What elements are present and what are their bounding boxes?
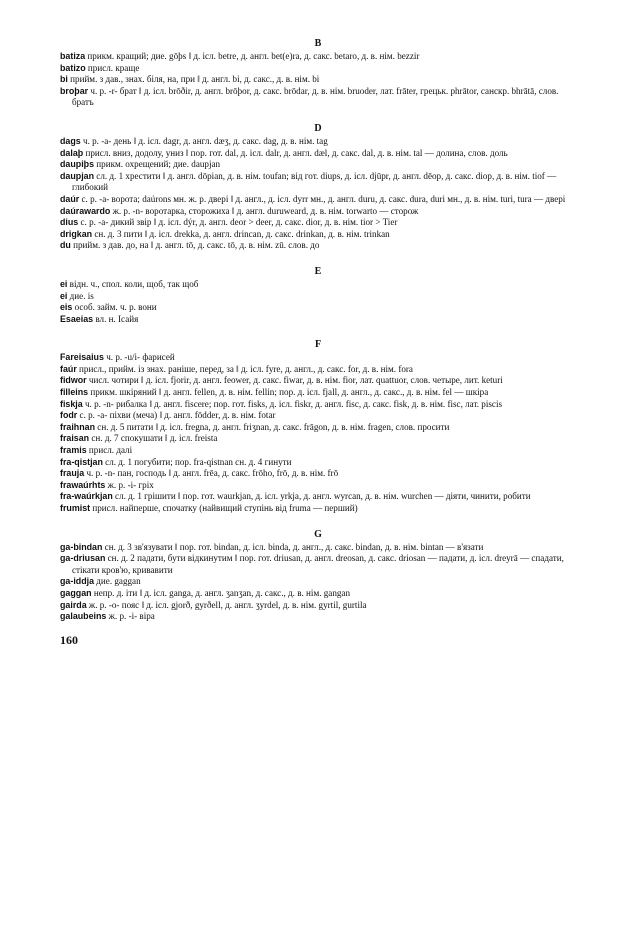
definition: сн. д. 3 пити ‖ д. ісл. drekka, д. англ. drincan, д. сакс. drinkan, д. в. нім. trinkan: [92, 228, 390, 239]
dictionary-entry: [60, 194, 576, 206]
dictionary-entry: [60, 611, 576, 623]
dictionary-entry: [60, 159, 576, 171]
headword: frauja: [60, 468, 85, 479]
dictionary-entry: [60, 302, 576, 314]
headword: fra-waúrkjan: [60, 491, 113, 502]
definition: ч. р. -n- рибалка ‖ д. англ. fiscere; пор. гот. fisks, д. ісл. fiskr, д. англ. fisc, д. сакс. fisk, д. в. нім. fisc, лат. piscis: [82, 398, 503, 409]
definition: ч. р. -r- брат ‖ д. ісл. brōðir, д. англ. brōþor, д. сакс. brōdar, д. в. нім. bruoder, лат. frāter, грецьк. phrātor, санскр. bhrātā, слов. братъ: [72, 85, 559, 108]
definition: непр. д. іти ‖ д. ісл. ganga, д. англ. ʒanʒan, д. сакс., д. в. нім. gangan: [91, 587, 351, 598]
section-d: [60, 121, 576, 252]
headword: filleins: [60, 387, 89, 398]
dictionary-entry: [60, 74, 576, 86]
headword: framis: [60, 445, 87, 456]
headword: daúrawardo: [60, 205, 111, 216]
headword: faúr: [60, 363, 77, 374]
headword: eis: [60, 302, 73, 313]
definition: сн. д. 3 зв'язувати ‖ пор. гот. bindan, д. ісл. binda, д. англ., д. сакс. bindan, д. в. нім. bintan — в'язати: [102, 541, 484, 552]
headword: Esaeias: [60, 313, 94, 324]
headword: ga-bindan: [60, 541, 103, 552]
dictionary-entry: [60, 503, 576, 515]
definition: сл. д. 1 грішити ‖ пор. гот. waurkjan, д. ісл. yrkja, д. англ. wyrcan, д. в. нім. wurchen — діяти, чинити, робити: [112, 491, 531, 502]
dictionary-entry: [60, 399, 576, 411]
definition: дие. is: [67, 290, 94, 301]
definition: присл., прийм. із знах. раніше, перед, за ‖ д. ісл. fyre, д. англ., д. сакс. for, д. в. нім. fora: [76, 363, 413, 374]
definition: вл. н. Ісайя: [93, 313, 139, 324]
definition: ч. р. -u/i- фарисей: [103, 352, 175, 363]
headword: batiza: [60, 51, 86, 61]
dictionary-entry: [60, 217, 576, 229]
definition: с. р. -a- дикий звір ‖ д. ісл. dýr, д. англ. deor > deer, д. сакс. dior, д. в. нім. tior > Tier: [78, 217, 398, 228]
section-f: [60, 337, 576, 514]
headword: fraihnan: [60, 421, 96, 432]
definition: присл. краще: [85, 62, 140, 73]
headword: fodr: [60, 410, 78, 421]
dictionary-entry: [60, 576, 576, 588]
dictionary-entry: [60, 480, 576, 492]
dictionary-entry: [60, 279, 576, 291]
section-g: [60, 527, 576, 623]
definition: присл. вниз, додолу, униз ‖ пор. гот. dal, д. ісл. dalr, д. англ. dæl, д. сакс. dal, д. в. нім. tal — долина, слов. доль: [83, 147, 508, 158]
headword: broþar: [60, 85, 89, 96]
page-number: 160: [60, 632, 78, 647]
dictionary-entry: [60, 457, 576, 469]
headword: Fareisaius: [60, 352, 104, 363]
definition: ж. р. -i- гріх: [105, 479, 154, 490]
headword: gaggan: [60, 587, 92, 598]
dictionary-entry: [60, 445, 576, 457]
headword: fiskja: [60, 398, 83, 409]
headword: dius: [60, 217, 79, 228]
dictionary-entry: [60, 491, 576, 503]
definition: дие. gaggan: [94, 576, 141, 587]
definition: с. р. -a- ворота; daúrons мн. ж. р. двері ‖ д. англ., д. ісл. dyrr мн., д. англ. duru, д. сакс. dura, duri мн., д. в. нім. turi, tura — двері: [79, 193, 566, 204]
definition: ж. р. -n- воротарка, сторожиха ‖ д. англ. duruweard, д. в. нім. torwarto — сторож: [110, 205, 419, 216]
definition: особ. займ. ч. р. вони: [72, 302, 157, 313]
dictionary-entry: [60, 291, 576, 303]
dictionary-entry: [60, 542, 576, 554]
definition: присл. далі: [86, 445, 133, 456]
headword: bi: [60, 74, 68, 85]
section-letter: F: [314, 339, 322, 351]
dictionary-entry: [60, 136, 576, 148]
headword: daupjan: [60, 170, 95, 181]
section-letter: B: [314, 38, 322, 49]
headword: dags: [60, 135, 81, 146]
dictionary-entry: [60, 588, 576, 600]
section-letter: E: [314, 265, 322, 277]
headword: ga-driusan: [60, 553, 106, 564]
dictionary-entry: [60, 229, 576, 241]
headword: drigkan: [60, 228, 93, 239]
definition: числ. чотири ‖ д. ісл. fjorir, д. англ. feower, д. сакс. fiwar, д. в. нім. fior, лат. quattuor, слов. четыре, лит. keturi: [86, 375, 503, 386]
headword: fraisan: [60, 433, 90, 444]
dictionary-entry: [60, 86, 576, 109]
headword: ga-iddja: [60, 576, 95, 587]
headword: ei: [60, 278, 68, 289]
dictionary-entry: [60, 171, 576, 194]
dictionary-entry: [60, 148, 576, 160]
dictionary-entry: [60, 553, 576, 576]
definition: прикм. шкіряний ‖ д. англ. fellen, д. в. нім. fellin; пор. д. ісл. fjall, д. англ., д. сакс., д. в. нім. fel — шкіра: [88, 387, 489, 398]
dictionary-entry: [60, 410, 576, 422]
dictionary-page: [60, 36, 576, 646]
headword: du: [60, 240, 71, 251]
definition: с. р. -a- піхви (меча) ‖ д. англ. fōdder, д. в. нім. fotar: [77, 410, 276, 421]
headword: fidwor: [60, 375, 87, 386]
dictionary-entry: [60, 468, 576, 480]
headword: batizo: [60, 62, 86, 73]
dictionary-entry: [60, 387, 576, 399]
definition: присл. найперше, спочатку (найвищий ступінь від fruma — перший): [90, 503, 358, 513]
section-e: [60, 264, 576, 325]
definition: сл. д. 1 хрестити ‖ д. англ. dōpian, д. в. нім. toufan; від гот. diups, д. ісл. djūpr, д. англ. dēop, д. сакс. diop, д. в. нім. tiof — глибокий: [72, 170, 557, 193]
definition: прийм. з дав. до, на ‖ д. англ. tō, д. сакс. tō, д. в. нім. zū. слов. до: [70, 240, 320, 251]
dictionary-entry: [60, 51, 576, 63]
headword: dalaþ: [60, 147, 84, 158]
section-letter: G: [314, 528, 322, 540]
definition: ж. р. -o- пояс ‖ д. ісл. gjorð, gyrðell, д. англ. ʒyrdel, д. в. нім. gyrtil, gurtila: [86, 599, 367, 610]
dictionary-entry: [60, 206, 576, 218]
headword: daúr: [60, 193, 80, 204]
dictionary-entry: [60, 375, 576, 387]
definition: сн. д. 5 питати ‖ д. ісл. fregna, д. англ. friʒnan, д. сакс. frāgon, д. в. нім. fragen, слов. просити: [95, 421, 450, 432]
dictionary-entry: [60, 63, 576, 75]
definition: ч. р. -n- пан, господь ‖ д. англ. frēa, д. сакс. frōho, frō, д. в. нім. frō: [84, 468, 339, 479]
dictionary-entry: [60, 422, 576, 434]
headword: frumist: [60, 503, 91, 513]
dictionary-entry: [60, 352, 576, 364]
dictionary-entry: [60, 240, 576, 252]
section-letter: D: [314, 122, 322, 134]
section-b: [60, 36, 576, 109]
definition: сл. д. 1 погубити; пор. fra-qistnan сн. д. 4 гинути: [102, 456, 292, 467]
dictionary-entry: [60, 314, 576, 326]
headword: galaubeins: [60, 611, 107, 622]
definition: ж. р. -i- віра: [106, 611, 155, 622]
definition: прикм. кращий; дие. gōþs ‖ д. ісл. betre, д. англ. bet(e)ra, д. сакс. betaro, д. в. нім. bezzir: [85, 51, 420, 61]
headword: daupiþs: [60, 159, 95, 170]
headword: gairda: [60, 599, 87, 610]
headword: ei: [60, 290, 68, 301]
dictionary-entry: [60, 364, 576, 376]
definition: прикм. охрещений; дие. daupjan: [94, 159, 221, 170]
dictionary-entry: [60, 600, 576, 612]
definition: прийм. з дав., знах. біля, на, при ‖ д. англ. bi, д. сакс., д. в. нім. bi: [67, 74, 320, 85]
definition: сн. д. 7 спокушати ‖ д. ісл. freista: [89, 433, 218, 444]
dictionary-entry: [60, 433, 576, 445]
definition: відн. ч., спол. коли, щоб, так щоб: [67, 278, 199, 289]
definition: ч. р. -a- день ‖ д. ісл. dagr, д. англ. dæʒ, д. сакс. dag, д. в. нім. tag: [80, 135, 328, 146]
headword: fra-qistjan: [60, 456, 103, 467]
definition: сн. д. 2 падати, бути відкинутим ‖ пор. гот. driusan, д. англ. dreosan, д. сакс. driosan — падати, д. ісл. dreyrā — спадати, стікати кров'ю, кривавити: [72, 553, 564, 575]
headword: frawaúrhts: [60, 479, 106, 490]
